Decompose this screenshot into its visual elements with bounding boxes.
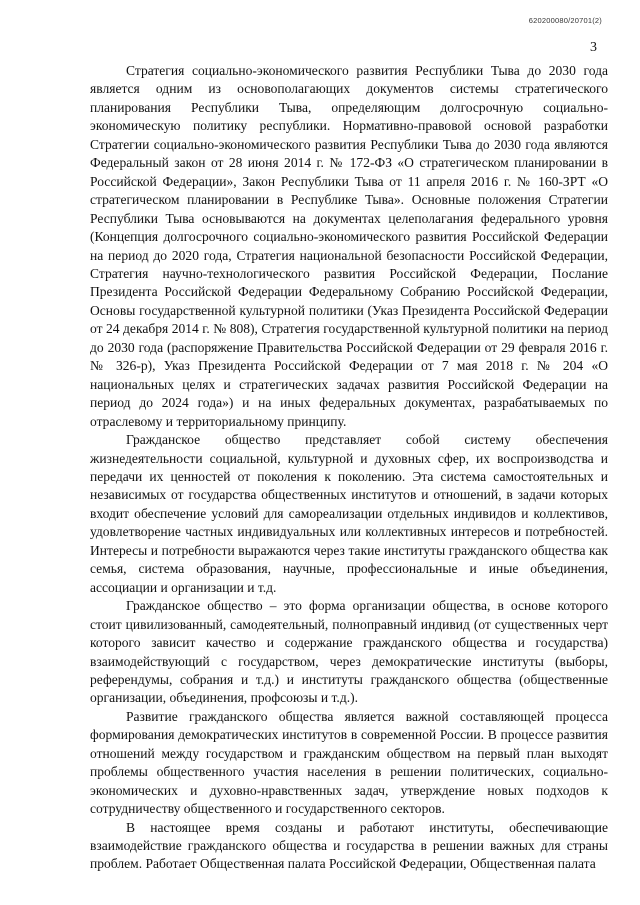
paragraph-institutions: В настоящее время созданы и работают институты, обеспечивающие взаимодействие гражданского общества и государства в решении важных для страны проблем. Работает Общественная палата Российской Федерации, Общественная палата xyxy=(90,819,608,872)
paragraph-strategy-basis: Стратегия социально-экономического развития Республики Тыва до 2030 года является одним из основополагающих документов системы стратегического планирования Республики Тыва, определяющим долгосрочную социально-экономическую политику республики. Нормативно-правовой основой разработки Стратегии социально-экономического развития Республики Тыва до 2030 года являются Федеральный закон от 28 июня 2014 г. № 172-ФЗ «О стратегическом планировании в Российской Федерации», Закон Республики Тыва от 11 апреля 2016 г. № 160-ЗРТ «О стратегическом планировании в Республике Тыва». Основные положения Стратегии Республики Тыва основываются на документах целеполагания федерального уровня (Концепция долгосрочного социально-экономического развития Российской Федерации на период до 2020 года, Стратегия национальной безопасности Российской Федерации, Стратегия научно-технологического развития Российской Федерации, Послание Президента Российской Федерации Федеральному Собранию Российской Федерации, Основы государственной культурной политики (Указ Президента Российской Федерации от 24 декабря 2014 г. № 808), Стратегия государственной культурной политики на период до 2030 года (распоряжение Правительства Российской Федерации от 29 февраля 2016 г. № 326-р), Указ Президента Российской Федерации от 7 мая 2018 г. № 204 «О национальных целях и стратегических задачах развития Российской Федерации на период до 2024 года») и на иных федеральных документах, разрабатываемых по отраслевому и территориальному принципу. xyxy=(90,63,608,429)
page-number: 3 xyxy=(590,40,597,55)
paragraph-civil-society-form: Гражданское общество – это форма организации общества, в основе которого стоит цивилизованный, самодеятельный, полноправный индивид (от существенных черт которого зависит качество и содержание гражданского общества и государства) взаимодействующий с государством, через демократические институты (выборы, референдумы, собрания и т.д.) и институты гражданского общества (общественные организации, объединения, профсоюзы и т.д.). xyxy=(90,598,608,706)
document-code: 620200080/20701(2) xyxy=(528,16,602,25)
paragraph-civil-society-definition: Гражданское общество представляет собой систему обеспечения жизнедеятельности социальной, культурной и духовных сфер, их воспроизводства и передачи их ценностей от поколения к поколению. Эта система самостоятельных и независимых от государства общественных институтов и отношений, в задачи которых входит обеспечение условий для самореализации отдельных индивидов и коллективов, удовлетворение частных индивидуальных или коллективных интересов и потребностей. Интересы и потребности выражаются через такие институты гражданского общества как семья, система образования, научные, профессиональные и иные объединения, ассоциации и организации и т.д. xyxy=(90,432,608,595)
paragraph-civil-society-development: Развитие гражданского общества является важной составляющей процесса формирования демократических институтов в современной России. В процессе развития отношений между государством и гражданским обществом на первый план выходят проблемы общественного участия населения в решении политических, социально-экономических и духовно-нравственных задач, утверждение новых подходов к сотрудничеству общественного и государственного секторов. xyxy=(90,708,608,817)
document-body xyxy=(90,62,608,874)
